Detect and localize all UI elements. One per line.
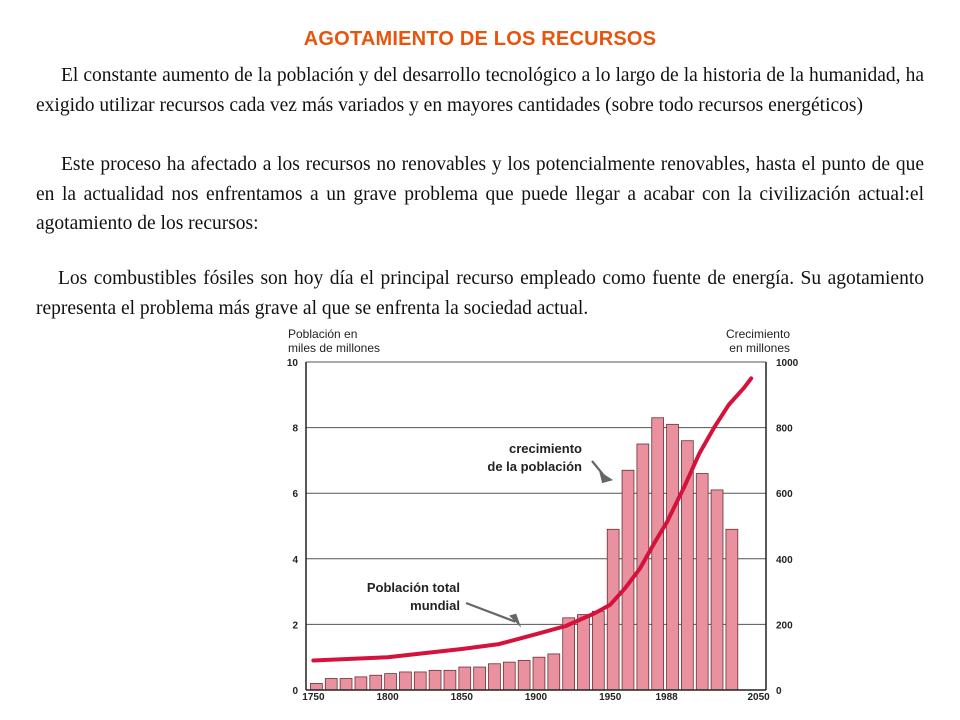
growth-bar — [667, 424, 679, 690]
paragraph-3: Los combustibles fósiles son hoy día el principal recurso empleado como fuente de energía. Su agotamiento representa el problema más grave al que se enfrenta la sociedad actual. — [36, 268, 924, 319]
y-right-axis-title: Crecimiento — [725, 327, 790, 341]
y-left-axis-title: miles de millones — [288, 341, 381, 355]
x-tick-label: 1850 — [450, 692, 473, 703]
growth-bar — [340, 679, 352, 690]
y-left-tick-label: 6 — [292, 489, 298, 501]
y-left-tick-label: 8 — [292, 423, 298, 435]
y-left-tick-label: 0 — [292, 686, 298, 697]
annotation-population: Población total — [366, 580, 460, 595]
y-left-tick-label: 2 — [292, 620, 298, 632]
annotation-growth: de la población — [487, 459, 582, 474]
growth-bar — [696, 474, 708, 690]
growth-bar — [548, 654, 560, 690]
growth-bar — [370, 675, 382, 690]
y-left-tick-label: 10 — [286, 358, 298, 369]
growth-bar — [355, 677, 367, 690]
x-tick-label: 1950 — [599, 692, 622, 703]
growth-bar — [414, 672, 426, 690]
growth-bar — [474, 667, 486, 690]
growth-bar — [726, 529, 738, 690]
growth-bar — [652, 418, 664, 690]
y-right-tick-label: 200 — [776, 620, 793, 632]
growth-bar — [533, 657, 545, 690]
y-left-axis-title: Población en — [288, 327, 358, 341]
growth-bar — [429, 670, 441, 690]
annotation-population: mundial — [410, 598, 460, 613]
growth-bar — [518, 660, 530, 690]
growth-bar — [444, 670, 456, 690]
growth-bar — [399, 672, 411, 690]
paragraph-2: Este proceso ha afectado a los recursos no renovables y los potencialmente renovables, hasta el punto de que en la actualidad nos enfrentamos a un grave problema que puede llegar a acabar con la civilización actual:el agotamiento de los recursos: — [36, 154, 924, 234]
y-right-axis-title: en millones — [729, 341, 790, 355]
y-right-tick-label: 800 — [776, 423, 793, 435]
growth-bar — [459, 667, 471, 690]
paragraph-1: El constante aumento de la población y del desarrollo tecnológico a lo largo de la historia de la humanidad, ha exigido utilizar recursos cada vez más variados y en mayores cantidades (sobre todo recursos energéticos) — [36, 65, 924, 116]
growth-bar — [310, 683, 322, 690]
growth-bar — [325, 679, 337, 690]
page-title: AGOTAMIENTO DE LOS RECURSOS — [303, 28, 657, 50]
annotation-growth: crecimiento — [509, 441, 582, 456]
x-tick-label: 1900 — [524, 692, 548, 703]
growth-bar — [711, 490, 723, 690]
growth-bar — [503, 662, 515, 690]
growth-bar — [592, 611, 604, 690]
x-tick-label: 1800 — [376, 692, 399, 703]
x-tick-label: 1988 — [655, 692, 678, 703]
y-right-tick-label: 400 — [776, 554, 793, 566]
y-left-tick-label: 4 — [292, 554, 298, 566]
growth-bar — [563, 618, 575, 690]
growth-bar — [385, 674, 397, 690]
x-tick-label: 2050 — [747, 692, 770, 703]
x-tick-label: 1750 — [302, 692, 325, 703]
growth-bar — [607, 529, 619, 690]
y-right-tick-label: 600 — [776, 489, 793, 501]
y-right-tick-label: 0 — [776, 686, 782, 697]
y-right-tick-label: 1000 — [776, 358, 799, 369]
growth-bar — [489, 664, 501, 690]
growth-bar — [578, 615, 590, 690]
